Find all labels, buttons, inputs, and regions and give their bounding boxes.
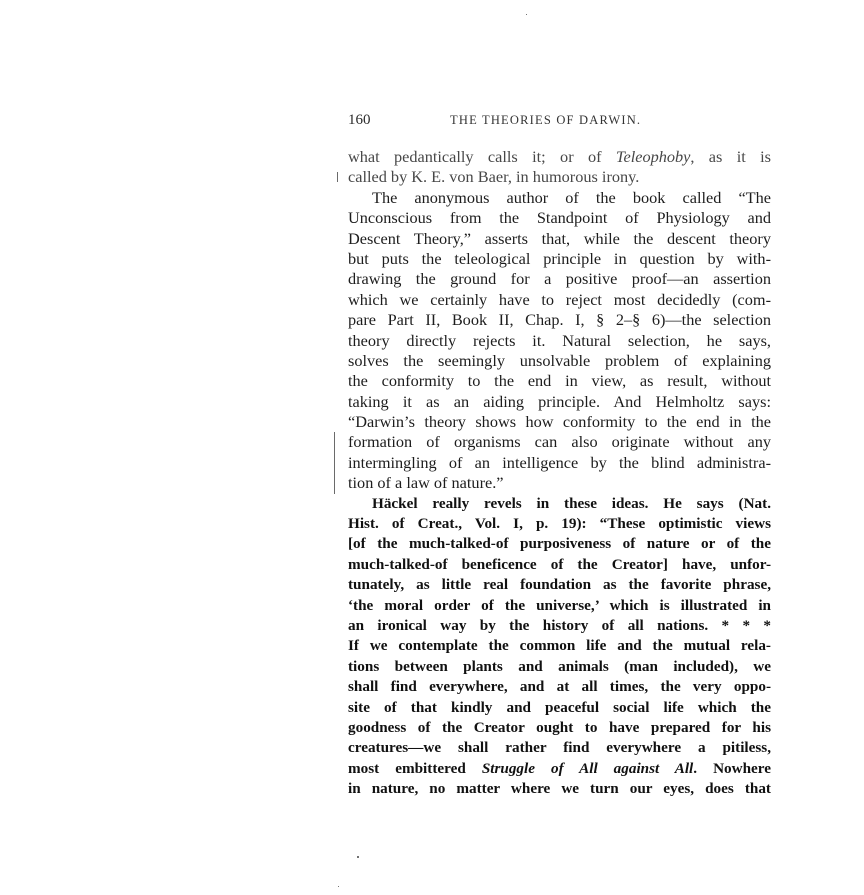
text-line: which we certainly have to reject most decidedly (com- [348,289,771,309]
text-line: tion of a law of nature.” [348,473,504,493]
text-line: most embittered Struggle of All against All. Nowhere [348,759,771,777]
text-line: tunately, as little real foundation as the favorite phrase, [348,576,771,594]
paper-speck [526,14,527,15]
running-title: THE THEORIES OF DARWIN. [450,113,642,127]
text-line: in nature, no matter where we turn our eyes, does that [348,780,771,798]
text-line: ‘the moral order of the universe,’ which is illustrated in [348,596,771,614]
text-line: creatures—we shall rather find everywhere a pitiless, [348,739,771,757]
text-line: goodness of the Creator ought to have prepared for his [348,718,771,736]
text-line: drawing the ground for a positive proof—an assertion [348,269,771,289]
body-text [348,147,771,800]
running-head [348,112,771,132]
text-line: Hist. of Creat., Vol. I, p. 19): “These optimistic views [348,515,771,533]
text-line: theory directly rejects it. Natural selection, he says, [348,330,771,350]
text-line: “Darwin’s theory shows how conformity to the end in the [348,412,771,432]
text-line: shall find everywhere, and at all times, the very oppo- [348,678,771,696]
text-line: Unconscious from the Standpoint of Physiology and [348,208,771,228]
text-line: Descent Theory,” asserts that, while the descent theory [348,228,771,248]
text-line: taking it as an aiding principle. And Helmholtz says: [348,391,771,411]
text-line: an ironical way by the history of all nations. * * * [348,616,771,634]
text-line: The anonymous author of the book called “The [372,187,771,207]
text-line: what pedantically calls it; or of Teleophoby, as it is [348,147,771,166]
text-line: If we contemplate the common life and the mutual rela- [348,637,771,655]
page-number: 160 [348,112,371,128]
text-line: much-talked-of beneficence of the Creator] have, unfor- [348,555,771,573]
text-line: pare Part II, Book II, Chap. I, § 2–§ 6)—the selection [348,310,771,330]
text-line: called by K. E. von Baer, in humorous irony. [348,167,640,187]
text-line: tions between plants and animals (man included), we [348,657,771,675]
text-line: Häckel really revels in these ideas. He says (Nat. [372,494,771,512]
margin-pencil-mark [337,172,338,182]
paper-speck [338,886,339,887]
text-line: solves the seemingly unsolvable problem of explaining [348,350,771,370]
text-line: formation of organisms can also originate without any [348,432,771,452]
text-line: intermingling of an intelligence by the blind administra- [348,452,771,472]
text-line: but puts the teleological principle in question by with- [348,248,771,268]
margin-pencil-mark [334,432,335,494]
paper-speck [357,856,359,858]
text-line: [of the much-talked-of purposiveness of nature or of the [348,535,771,553]
text-line: the conformity to the end in view, as result, without [348,371,771,391]
text-line: site of that kindly and peaceful social life which the [348,698,771,716]
